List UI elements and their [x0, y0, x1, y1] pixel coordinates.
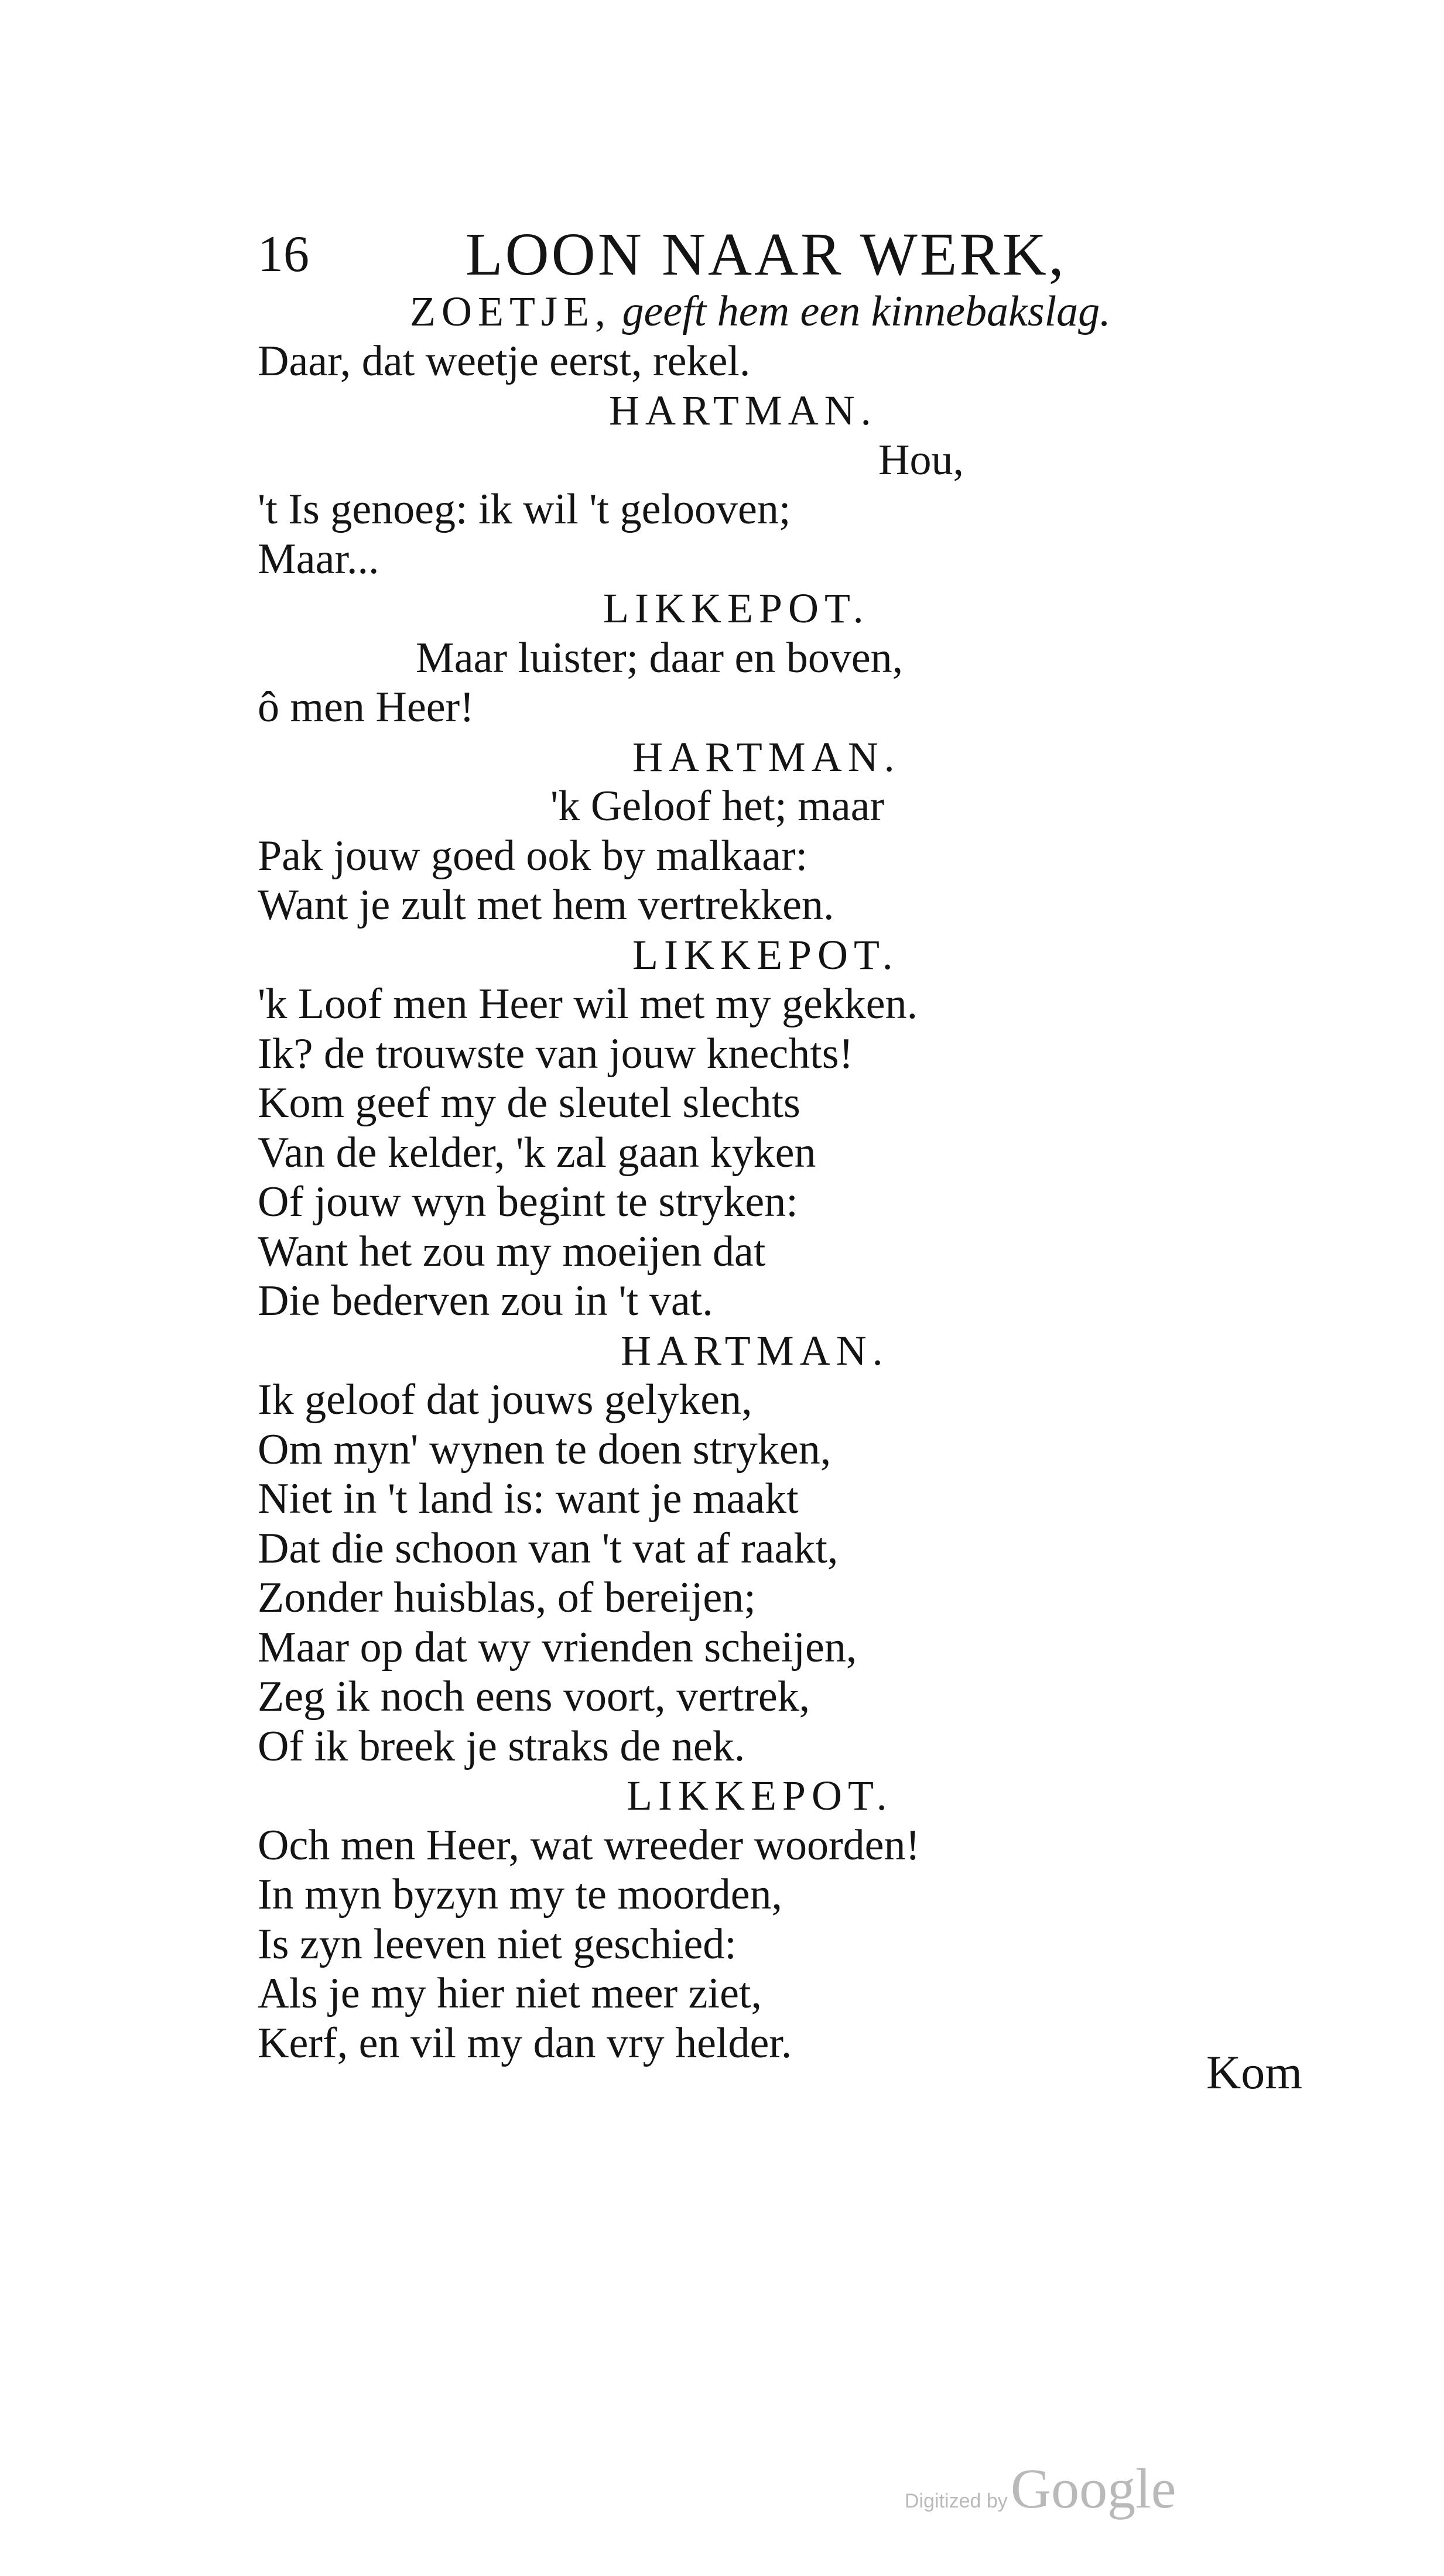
verse-line: Dat die schoon van 't vat af raakt,: [258, 1524, 839, 1573]
verse-line: Hou,: [878, 436, 964, 484]
verse-line: 't Is genoeg: ik wil 't gelooven;: [258, 485, 791, 533]
verse-line: Zonder huisblas, of bereijen;: [258, 1574, 756, 1622]
speaker-label: LIKKEPOT.: [603, 585, 870, 632]
running-title: LOON NAAR WERK,: [466, 221, 1066, 288]
page-header: [258, 222, 1136, 287]
verse-line: Of jouw wyn begint te stryken:: [258, 1178, 798, 1226]
speaker-label: HARTMAN.: [621, 1327, 889, 1374]
verse-line: Niet in 't land is: want je maakt: [258, 1475, 799, 1523]
verse-line: Maar op dat wy vrienden scheijen,: [258, 1623, 857, 1671]
verse-line: In myn byzyn my te moorden,: [258, 1871, 783, 1919]
verse-line: Om myn' wynen te doen stryken,: [258, 1425, 832, 1474]
verse-line: Van de kelder, 'k zal gaan kyken: [258, 1128, 816, 1177]
watermark-prefix: Digitized by: [905, 2490, 1008, 2512]
speaker-label: HARTMAN.: [609, 387, 877, 434]
verse-line: Kerf, en vil my dan vry helder.: [258, 2019, 792, 2067]
page-number: 16: [258, 226, 309, 283]
verse-line: Daar, dat weetje eerst, rekel.: [258, 337, 751, 385]
speaker-label: LIKKEPOT.: [632, 931, 899, 978]
verse-line: Pak jouw goed ook by malkaar:: [258, 831, 808, 880]
speaker-name: [258, 1771, 1171, 1821]
verse-line: Maar...: [258, 535, 379, 583]
watermark-logo: Google: [1010, 2457, 1176, 2520]
verse-line: Zeg ik noch eens voort, vertrek,: [258, 1673, 810, 1721]
speaker-label: ZOETJE,: [410, 288, 611, 335]
digitization-watermark: [905, 2456, 1209, 2520]
verse-line: 'k Loof men Heer wil met my gekken.: [258, 980, 918, 1028]
speaker-label: HARTMAN.: [632, 733, 901, 780]
verse-line: Want je zult met hem vertrekken.: [258, 881, 834, 929]
verse-line: Die bederven zou in 't vat.: [258, 1277, 713, 1325]
verse-line: Maar luister; daar en boven,: [416, 633, 904, 682]
speaker-name: [258, 386, 1171, 436]
speaker-with-stage-direction: [258, 287, 1171, 337]
play-text: [258, 287, 1171, 2068]
verse-line: Of ik breek je straks de nek.: [258, 1722, 745, 1770]
verse-line: Ik? de trouwste van jouw knechts!: [258, 1029, 854, 1078]
verse-line: ô men Heer!: [258, 683, 474, 731]
speaker-name: [258, 732, 1171, 782]
verse-line: Want het zou my moeijen dat: [258, 1227, 766, 1276]
verse-line: Och men Heer, wat wreeder woorden!: [258, 1821, 921, 1869]
verse-line: 'k Geloof het; maar: [550, 782, 885, 830]
verse-line: Kom geef my de sleutel slechts: [258, 1079, 800, 1127]
speaker-name: [258, 930, 1171, 980]
stage-direction: geeft hem een kinnebakslag.: [611, 287, 1111, 335]
verse-line: Is zyn leeven niet geschied:: [258, 1920, 737, 1968]
speaker-name: [258, 1326, 1171, 1376]
verse-line: Ik geloof dat jouws gelyken,: [258, 1376, 752, 1424]
verse-line: Als je my hier niet meer ziet,: [258, 1969, 762, 2017]
speaker-label: LIKKEPOT.: [627, 1772, 893, 1819]
speaker-name: [258, 584, 1171, 633]
catchword: Kom: [1206, 2046, 1302, 2099]
